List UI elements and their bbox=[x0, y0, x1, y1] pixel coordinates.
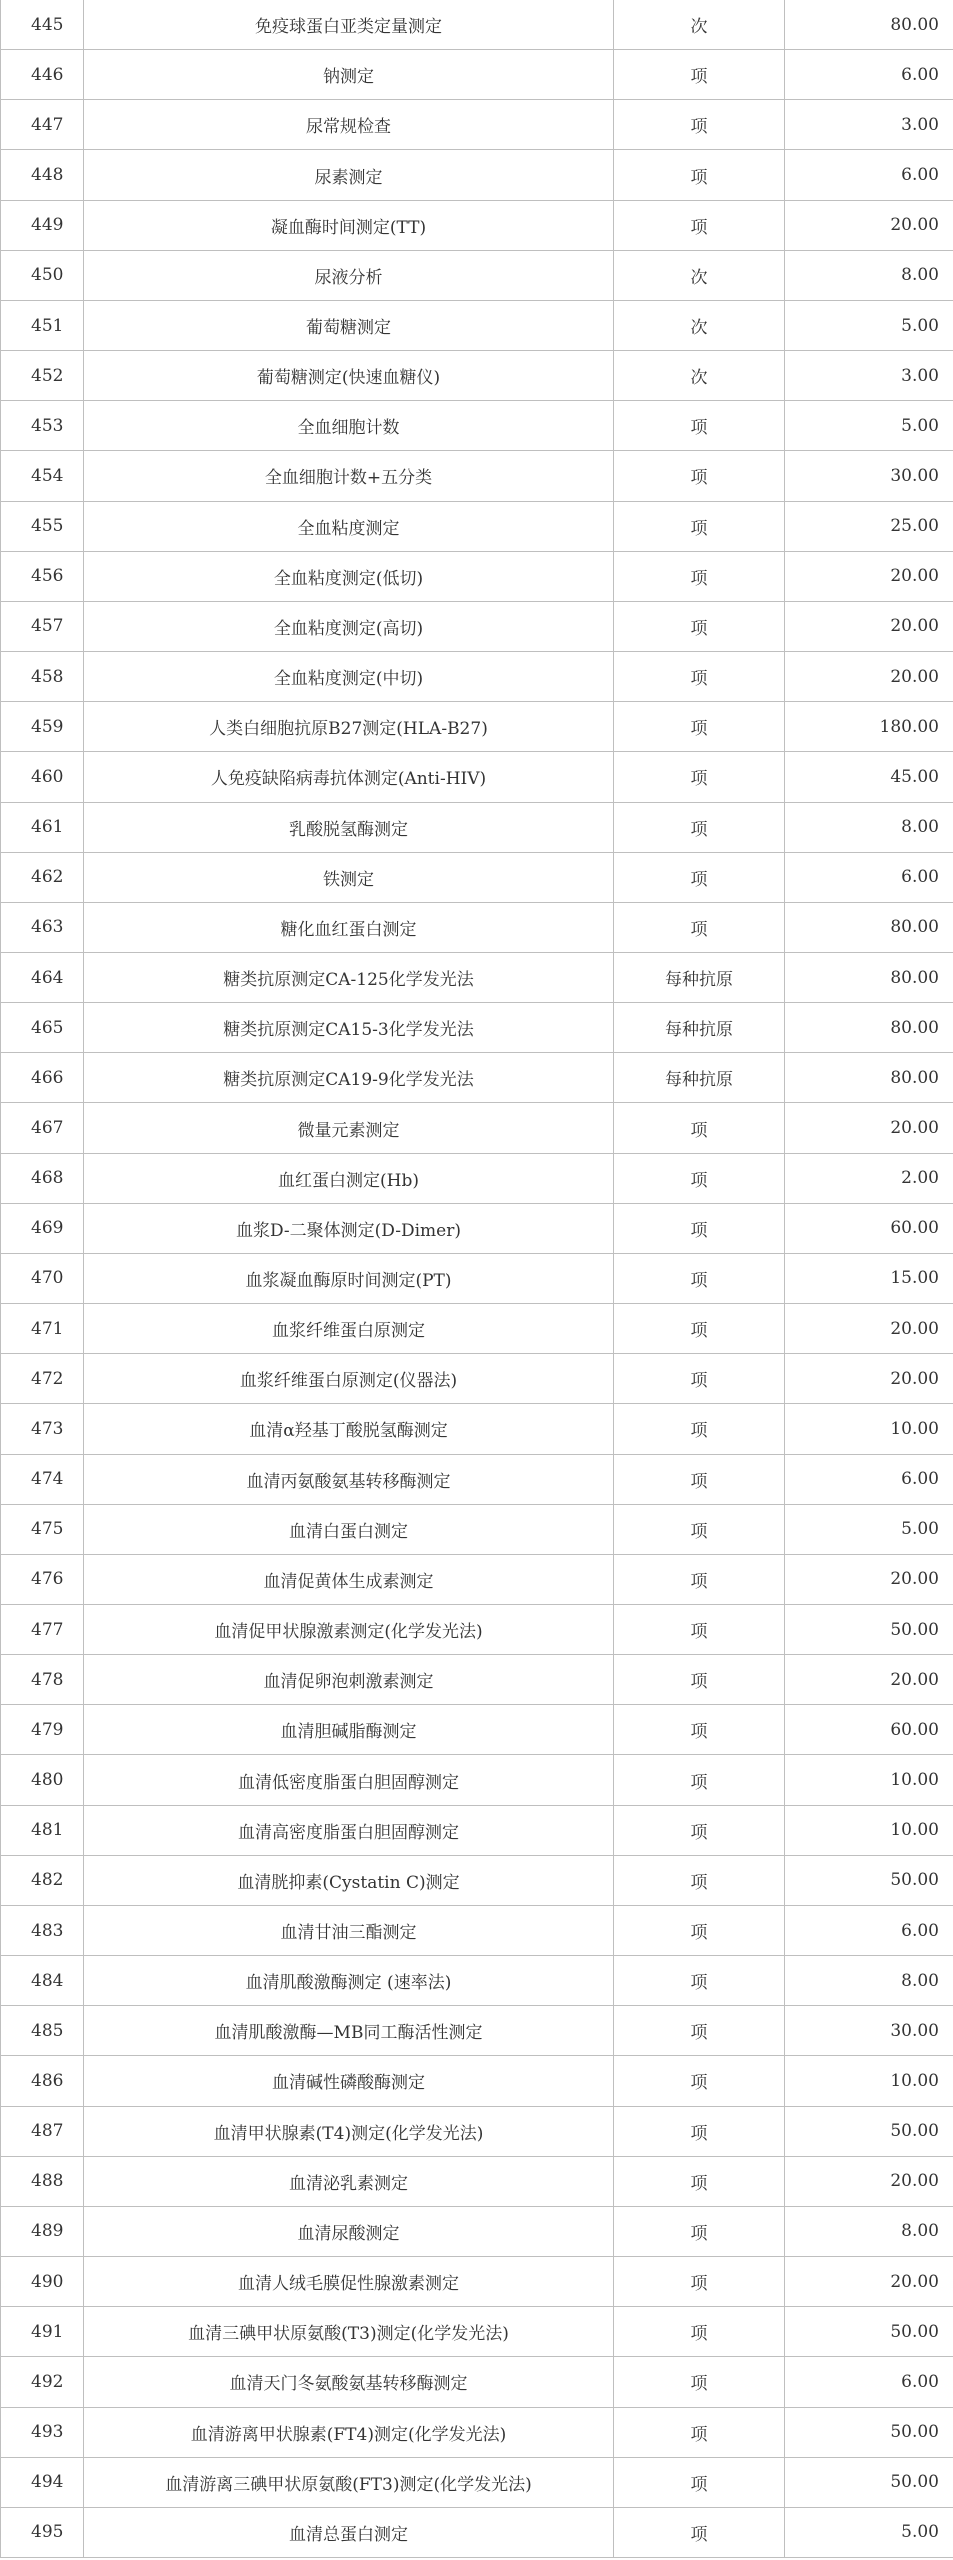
item-name-cell: 钠测定 bbox=[84, 50, 614, 100]
unit-cell: 项 bbox=[614, 1755, 785, 1805]
unit-cell: 项 bbox=[614, 1404, 785, 1454]
item-number-cell: 483 bbox=[1, 1905, 84, 1955]
item-number-cell: 452 bbox=[1, 351, 84, 401]
table-body bbox=[1, 0, 953, 2557]
table-row bbox=[1, 702, 953, 752]
table-row bbox=[1, 250, 953, 300]
unit-cell: 项 bbox=[614, 2407, 785, 2457]
item-name-cell: 全血细胞计数+五分类 bbox=[84, 451, 614, 501]
table-row bbox=[1, 50, 953, 100]
item-name-cell: 血清促黄体生成素测定 bbox=[84, 1554, 614, 1604]
price-cell: 50.00 bbox=[785, 2457, 953, 2507]
item-name-cell: 血清促甲状腺激素测定(化学发光法) bbox=[84, 1605, 614, 1655]
item-name-cell: 血清胆碱脂酶测定 bbox=[84, 1705, 614, 1755]
item-number-cell: 492 bbox=[1, 2357, 84, 2407]
price-cell: 6.00 bbox=[785, 1454, 953, 1504]
table-row bbox=[1, 2156, 953, 2206]
table-row bbox=[1, 2307, 953, 2357]
table-row bbox=[1, 2257, 953, 2307]
price-cell: 20.00 bbox=[785, 1304, 953, 1354]
price-cell: 6.00 bbox=[785, 1905, 953, 1955]
item-name-cell: 糖类抗原测定CA19-9化学发光法 bbox=[84, 1053, 614, 1103]
item-name-cell: 血清泌乳素测定 bbox=[84, 2156, 614, 2206]
unit-cell: 次 bbox=[614, 250, 785, 300]
unit-cell: 项 bbox=[614, 2056, 785, 2106]
price-cell: 50.00 bbox=[785, 2106, 953, 2156]
unit-cell: 项 bbox=[614, 200, 785, 250]
price-cell: 60.00 bbox=[785, 1203, 953, 1253]
item-number-cell: 461 bbox=[1, 802, 84, 852]
unit-cell: 项 bbox=[614, 1705, 785, 1755]
item-number-cell: 479 bbox=[1, 1705, 84, 1755]
item-number-cell: 467 bbox=[1, 1103, 84, 1153]
table-row bbox=[1, 300, 953, 350]
item-number-cell: 491 bbox=[1, 2307, 84, 2357]
item-number-cell: 474 bbox=[1, 1454, 84, 1504]
item-number-cell: 449 bbox=[1, 200, 84, 250]
price-cell: 10.00 bbox=[785, 2056, 953, 2106]
item-number-cell: 469 bbox=[1, 1203, 84, 1253]
item-number-cell: 477 bbox=[1, 1605, 84, 1655]
unit-cell: 项 bbox=[614, 1554, 785, 1604]
table-row bbox=[1, 451, 953, 501]
price-cell: 30.00 bbox=[785, 451, 953, 501]
item-number-cell: 470 bbox=[1, 1253, 84, 1303]
item-number-cell: 489 bbox=[1, 2206, 84, 2256]
item-name-cell: 血清三碘甲状原氨酸(T3)测定(化学发光法) bbox=[84, 2307, 614, 2357]
price-cell: 5.00 bbox=[785, 2507, 953, 2557]
item-number-cell: 472 bbox=[1, 1354, 84, 1404]
price-cell: 30.00 bbox=[785, 2006, 953, 2056]
table-row bbox=[1, 802, 953, 852]
item-name-cell: 血浆D-二聚体测定(D-Dimer) bbox=[84, 1203, 614, 1253]
item-number-cell: 468 bbox=[1, 1153, 84, 1203]
unit-cell: 项 bbox=[614, 1805, 785, 1855]
unit-cell: 项 bbox=[614, 2206, 785, 2256]
item-name-cell: 全血粘度测定(中切) bbox=[84, 652, 614, 702]
item-name-cell: 尿素测定 bbox=[84, 150, 614, 200]
item-name-cell: 血清游离甲状腺素(FT4)测定(化学发光法) bbox=[84, 2407, 614, 2457]
price-cell: 50.00 bbox=[785, 2307, 953, 2357]
table-row bbox=[1, 150, 953, 200]
item-name-cell: 血清碱性磷酸酶测定 bbox=[84, 2056, 614, 2106]
item-number-cell: 480 bbox=[1, 1755, 84, 1805]
price-cell: 20.00 bbox=[785, 1554, 953, 1604]
unit-cell: 项 bbox=[614, 1956, 785, 2006]
table-row bbox=[1, 1855, 953, 1905]
price-cell: 15.00 bbox=[785, 1253, 953, 1303]
table-row bbox=[1, 1003, 953, 1053]
table-row bbox=[1, 1103, 953, 1153]
item-name-cell: 葡萄糖测定 bbox=[84, 300, 614, 350]
unit-cell: 项 bbox=[614, 1103, 785, 1153]
table-row bbox=[1, 2457, 953, 2507]
item-name-cell: 血清促卵泡刺激素测定 bbox=[84, 1655, 614, 1705]
price-cell: 5.00 bbox=[785, 401, 953, 451]
table-row bbox=[1, 2006, 953, 2056]
unit-cell: 项 bbox=[614, 752, 785, 802]
table-row bbox=[1, 401, 953, 451]
table-row bbox=[1, 902, 953, 952]
item-name-cell: 血清游离三碘甲状原氨酸(FT3)测定(化学发光法) bbox=[84, 2457, 614, 2507]
item-name-cell: 糖类抗原测定CA15-3化学发光法 bbox=[84, 1003, 614, 1053]
item-number-cell: 485 bbox=[1, 2006, 84, 2056]
item-number-cell: 458 bbox=[1, 652, 84, 702]
table-row bbox=[1, 351, 953, 401]
item-number-cell: 495 bbox=[1, 2507, 84, 2557]
item-name-cell: 人免疫缺陷病毒抗体测定(Anti-HIV) bbox=[84, 752, 614, 802]
item-name-cell: 血清甲状腺素(T4)测定(化学发光法) bbox=[84, 2106, 614, 2156]
table-row bbox=[1, 2507, 953, 2557]
item-number-cell: 462 bbox=[1, 852, 84, 902]
table-row bbox=[1, 2407, 953, 2457]
item-name-cell: 凝血酶时间测定(TT) bbox=[84, 200, 614, 250]
unit-cell: 项 bbox=[614, 2507, 785, 2557]
unit-cell: 项 bbox=[614, 1504, 785, 1554]
item-name-cell: 糖化血红蛋白测定 bbox=[84, 902, 614, 952]
item-name-cell: 免疫球蛋白亚类定量测定 bbox=[84, 0, 614, 50]
item-name-cell: 血清高密度脂蛋白胆固醇测定 bbox=[84, 1805, 614, 1855]
item-number-cell: 482 bbox=[1, 1855, 84, 1905]
price-cell: 20.00 bbox=[785, 1103, 953, 1153]
unit-cell: 项 bbox=[614, 1605, 785, 1655]
item-number-cell: 455 bbox=[1, 501, 84, 551]
item-name-cell: 乳酸脱氢酶测定 bbox=[84, 802, 614, 852]
unit-cell: 项 bbox=[614, 1253, 785, 1303]
item-number-cell: 475 bbox=[1, 1504, 84, 1554]
table-row bbox=[1, 1554, 953, 1604]
table-row bbox=[1, 100, 953, 150]
table-row bbox=[1, 752, 953, 802]
table-row bbox=[1, 2056, 953, 2106]
price-cell: 50.00 bbox=[785, 1855, 953, 1905]
unit-cell: 项 bbox=[614, 2357, 785, 2407]
table-row bbox=[1, 1605, 953, 1655]
price-cell: 80.00 bbox=[785, 952, 953, 1002]
item-number-cell: 454 bbox=[1, 451, 84, 501]
item-number-cell: 481 bbox=[1, 1805, 84, 1855]
unit-cell: 项 bbox=[614, 1354, 785, 1404]
item-name-cell: 尿液分析 bbox=[84, 250, 614, 300]
item-name-cell: 血清总蛋白测定 bbox=[84, 2507, 614, 2557]
unit-cell: 项 bbox=[614, 802, 785, 852]
table-row bbox=[1, 1203, 953, 1253]
item-name-cell: 糖类抗原测定CA-125化学发光法 bbox=[84, 952, 614, 1002]
item-name-cell: 血清甘油三酯测定 bbox=[84, 1905, 614, 1955]
unit-cell: 项 bbox=[614, 2457, 785, 2507]
price-cell: 80.00 bbox=[785, 902, 953, 952]
unit-cell: 项 bbox=[614, 150, 785, 200]
price-cell: 20.00 bbox=[785, 1354, 953, 1404]
table-row bbox=[1, 551, 953, 601]
unit-cell: 项 bbox=[614, 401, 785, 451]
unit-cell: 次 bbox=[614, 0, 785, 50]
item-number-cell: 453 bbox=[1, 401, 84, 451]
item-name-cell: 血浆纤维蛋白原测定 bbox=[84, 1304, 614, 1354]
unit-cell: 项 bbox=[614, 2307, 785, 2357]
item-number-cell: 473 bbox=[1, 1404, 84, 1454]
table-row bbox=[1, 1354, 953, 1404]
table-row bbox=[1, 652, 953, 702]
table-row bbox=[1, 1805, 953, 1855]
item-number-cell: 493 bbox=[1, 2407, 84, 2457]
item-name-cell: 血清人绒毛膜促性腺激素测定 bbox=[84, 2257, 614, 2307]
item-number-cell: 463 bbox=[1, 902, 84, 952]
item-number-cell: 456 bbox=[1, 551, 84, 601]
item-name-cell: 血清天门冬氨酸氨基转移酶测定 bbox=[84, 2357, 614, 2407]
item-number-cell: 450 bbox=[1, 250, 84, 300]
table-row bbox=[1, 952, 953, 1002]
item-number-cell: 484 bbox=[1, 1956, 84, 2006]
unit-cell: 项 bbox=[614, 2106, 785, 2156]
unit-cell: 每种抗原 bbox=[614, 1053, 785, 1103]
price-cell: 80.00 bbox=[785, 1003, 953, 1053]
price-cell: 3.00 bbox=[785, 100, 953, 150]
item-name-cell: 尿常规检查 bbox=[84, 100, 614, 150]
unit-cell: 项 bbox=[614, 451, 785, 501]
price-cell: 8.00 bbox=[785, 802, 953, 852]
unit-cell: 项 bbox=[614, 1655, 785, 1705]
unit-cell: 每种抗原 bbox=[614, 1003, 785, 1053]
table-row bbox=[1, 1755, 953, 1805]
table-row bbox=[1, 1404, 953, 1454]
item-number-cell: 446 bbox=[1, 50, 84, 100]
item-name-cell: 铁测定 bbox=[84, 852, 614, 902]
price-cell: 20.00 bbox=[785, 200, 953, 250]
table-row bbox=[1, 200, 953, 250]
item-number-cell: 451 bbox=[1, 300, 84, 350]
item-name-cell: 血清α羟基丁酸脱氢酶测定 bbox=[84, 1404, 614, 1454]
price-cell: 20.00 bbox=[785, 1655, 953, 1705]
table-row bbox=[1, 2357, 953, 2407]
table-row bbox=[1, 1053, 953, 1103]
unit-cell: 项 bbox=[614, 702, 785, 752]
item-name-cell: 人类白细胞抗原B27测定(HLA-B27) bbox=[84, 702, 614, 752]
price-cell: 20.00 bbox=[785, 2257, 953, 2307]
price-cell: 3.00 bbox=[785, 351, 953, 401]
item-name-cell: 血清丙氨酸氨基转移酶测定 bbox=[84, 1454, 614, 1504]
table-row bbox=[1, 601, 953, 651]
price-cell: 20.00 bbox=[785, 2156, 953, 2206]
unit-cell: 项 bbox=[614, 2006, 785, 2056]
unit-cell: 项 bbox=[614, 902, 785, 952]
unit-cell: 项 bbox=[614, 1454, 785, 1504]
item-number-cell: 465 bbox=[1, 1003, 84, 1053]
unit-cell: 项 bbox=[614, 852, 785, 902]
price-cell: 10.00 bbox=[785, 1404, 953, 1454]
item-name-cell: 血清尿酸测定 bbox=[84, 2206, 614, 2256]
item-number-cell: 464 bbox=[1, 952, 84, 1002]
price-cell: 45.00 bbox=[785, 752, 953, 802]
item-name-cell: 血清白蛋白测定 bbox=[84, 1504, 614, 1554]
price-cell: 6.00 bbox=[785, 50, 953, 100]
price-cell: 5.00 bbox=[785, 300, 953, 350]
item-number-cell: 459 bbox=[1, 702, 84, 752]
price-cell: 50.00 bbox=[785, 2407, 953, 2457]
price-cell: 180.00 bbox=[785, 702, 953, 752]
item-name-cell: 血清胱抑素(Cystatin C)测定 bbox=[84, 1855, 614, 1905]
unit-cell: 次 bbox=[614, 300, 785, 350]
item-number-cell: 457 bbox=[1, 601, 84, 651]
table-row bbox=[1, 1905, 953, 1955]
item-number-cell: 478 bbox=[1, 1655, 84, 1705]
price-cell: 10.00 bbox=[785, 1805, 953, 1855]
table-row bbox=[1, 2106, 953, 2156]
item-name-cell: 葡萄糖测定(快速血糖仪) bbox=[84, 351, 614, 401]
table-row bbox=[1, 1253, 953, 1303]
item-name-cell: 血清肌酸激酶—MB同工酶活性测定 bbox=[84, 2006, 614, 2056]
price-cell: 6.00 bbox=[785, 2357, 953, 2407]
item-number-cell: 487 bbox=[1, 2106, 84, 2156]
item-name-cell: 全血粘度测定(高切) bbox=[84, 601, 614, 651]
table-row bbox=[1, 1304, 953, 1354]
unit-cell: 项 bbox=[614, 551, 785, 601]
unit-cell: 项 bbox=[614, 1855, 785, 1905]
unit-cell: 项 bbox=[614, 2156, 785, 2206]
unit-cell: 项 bbox=[614, 2257, 785, 2307]
item-number-cell: 445 bbox=[1, 0, 84, 50]
table-row bbox=[1, 852, 953, 902]
item-name-cell: 血红蛋白测定(Hb) bbox=[84, 1153, 614, 1203]
price-cell: 6.00 bbox=[785, 150, 953, 200]
unit-cell: 项 bbox=[614, 652, 785, 702]
item-number-cell: 476 bbox=[1, 1554, 84, 1604]
price-cell: 5.00 bbox=[785, 1504, 953, 1554]
table-row bbox=[1, 2206, 953, 2256]
unit-cell: 项 bbox=[614, 1203, 785, 1253]
table-row bbox=[1, 501, 953, 551]
item-name-cell: 全血粘度测定 bbox=[84, 501, 614, 551]
price-cell: 10.00 bbox=[785, 1755, 953, 1805]
unit-cell: 项 bbox=[614, 100, 785, 150]
item-number-cell: 471 bbox=[1, 1304, 84, 1354]
item-number-cell: 448 bbox=[1, 150, 84, 200]
item-number-cell: 486 bbox=[1, 2056, 84, 2106]
price-cell: 20.00 bbox=[785, 601, 953, 651]
table-row bbox=[1, 0, 953, 50]
table-row bbox=[1, 1655, 953, 1705]
item-number-cell: 460 bbox=[1, 752, 84, 802]
unit-cell: 项 bbox=[614, 601, 785, 651]
price-cell: 50.00 bbox=[785, 1605, 953, 1655]
unit-cell: 项 bbox=[614, 1153, 785, 1203]
item-name-cell: 血浆凝血酶原时间测定(PT) bbox=[84, 1253, 614, 1303]
table-row bbox=[1, 1705, 953, 1755]
item-number-cell: 447 bbox=[1, 100, 84, 150]
unit-cell: 项 bbox=[614, 501, 785, 551]
item-name-cell: 血浆纤维蛋白原测定(仪器法) bbox=[84, 1354, 614, 1404]
unit-cell: 次 bbox=[614, 351, 785, 401]
price-cell: 8.00 bbox=[785, 250, 953, 300]
price-cell: 80.00 bbox=[785, 1053, 953, 1103]
item-name-cell: 微量元素测定 bbox=[84, 1103, 614, 1153]
unit-cell: 每种抗原 bbox=[614, 952, 785, 1002]
item-name-cell: 血清肌酸激酶测定 (速率法) bbox=[84, 1956, 614, 2006]
price-cell: 2.00 bbox=[785, 1153, 953, 1203]
table-row bbox=[1, 1153, 953, 1203]
unit-cell: 项 bbox=[614, 1304, 785, 1354]
item-number-cell: 488 bbox=[1, 2156, 84, 2206]
table-row bbox=[1, 1956, 953, 2006]
item-name-cell: 全血粘度测定(低切) bbox=[84, 551, 614, 601]
table-row bbox=[1, 1454, 953, 1504]
item-number-cell: 490 bbox=[1, 2257, 84, 2307]
price-cell: 8.00 bbox=[785, 2206, 953, 2256]
table-row bbox=[1, 1504, 953, 1554]
price-cell: 60.00 bbox=[785, 1705, 953, 1755]
price-cell: 8.00 bbox=[785, 1956, 953, 2006]
price-cell: 20.00 bbox=[785, 652, 953, 702]
unit-cell: 项 bbox=[614, 1905, 785, 1955]
item-number-cell: 466 bbox=[1, 1053, 84, 1103]
price-cell: 80.00 bbox=[785, 0, 953, 50]
item-name-cell: 全血细胞计数 bbox=[84, 401, 614, 451]
item-number-cell: 494 bbox=[1, 2457, 84, 2507]
unit-cell: 项 bbox=[614, 50, 785, 100]
price-cell: 20.00 bbox=[785, 551, 953, 601]
price-cell: 6.00 bbox=[785, 852, 953, 902]
price-cell: 25.00 bbox=[785, 501, 953, 551]
item-name-cell: 血清低密度脂蛋白胆固醇测定 bbox=[84, 1755, 614, 1805]
